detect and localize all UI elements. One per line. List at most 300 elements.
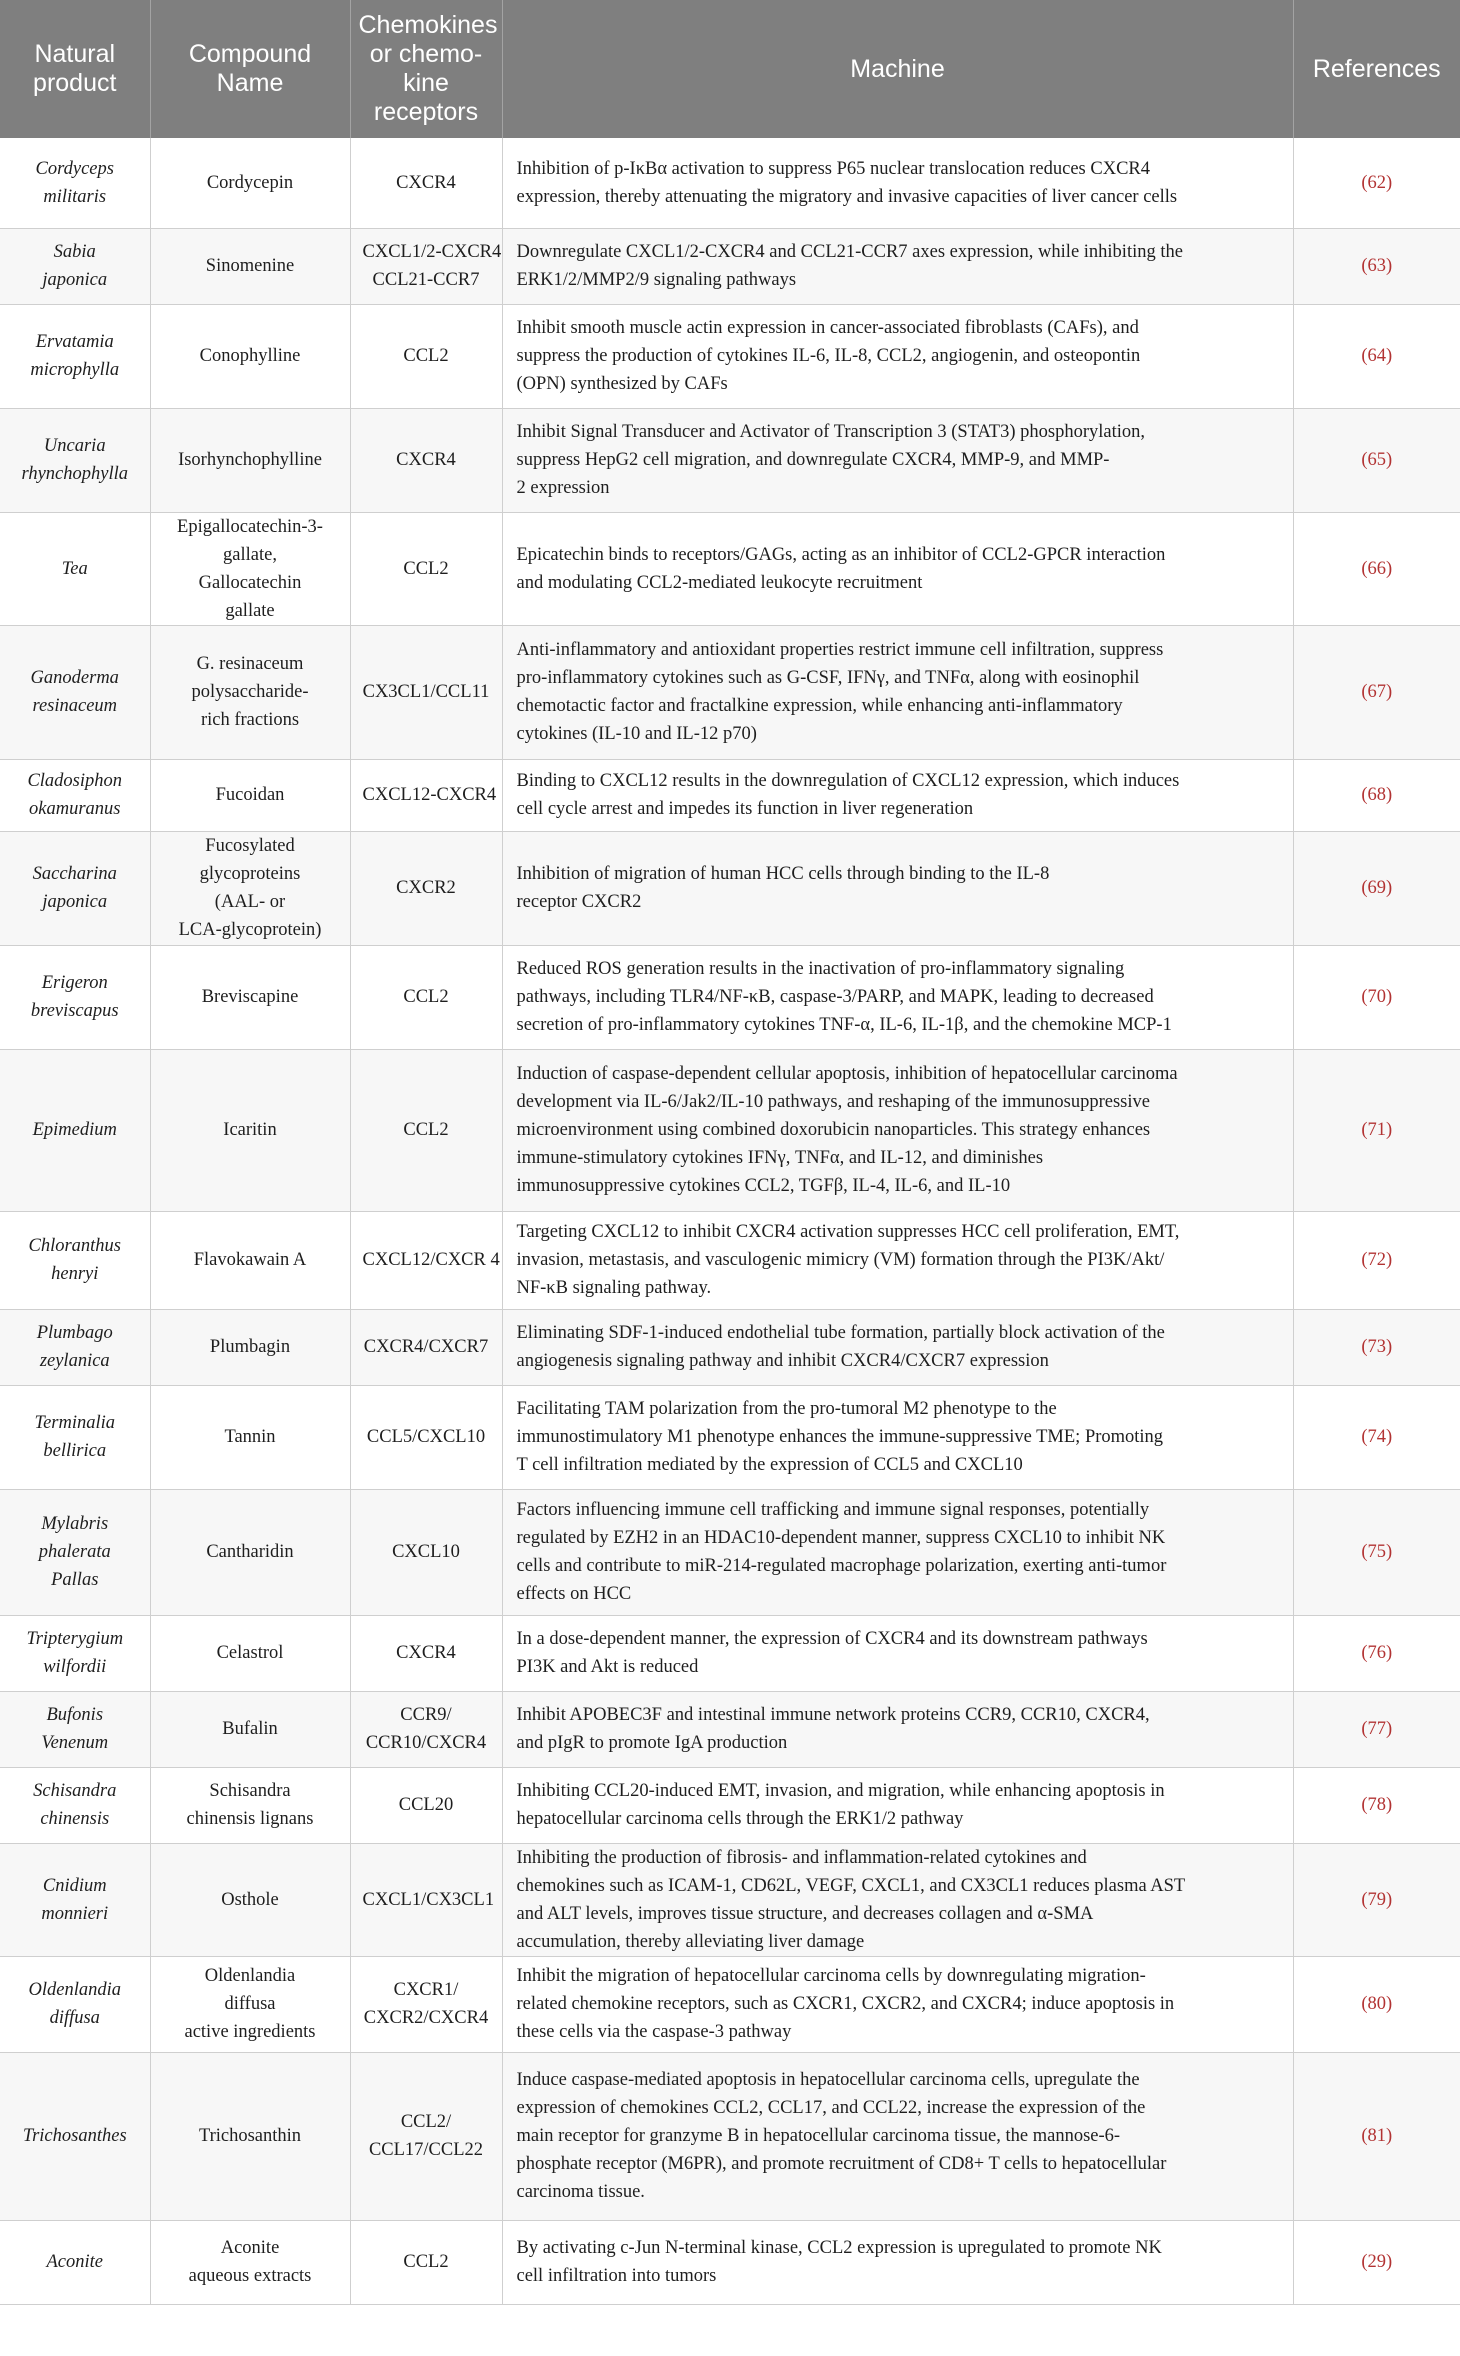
mechanism-cell <box>502 2220 1293 2304</box>
text-line: accumulation, thereby alleviating liver damage <box>516 1931 865 1952</box>
natural-product-cell <box>0 304 150 408</box>
text-line: rich fractions <box>200 710 300 730</box>
text-line: Epimedium <box>32 1120 117 1140</box>
compound-name-cell <box>150 1049 350 1211</box>
natural-product-cell <box>0 408 150 512</box>
text-line: Eliminating SDF-1-induced endothelial tube formation, partially block activation of the <box>516 1323 1165 1343</box>
natural-product-cell <box>0 1843 150 1956</box>
text-line: Schisandra <box>209 1781 291 1801</box>
text-line: CCL2 <box>403 2252 449 2272</box>
text-line: CCL2 <box>403 987 449 1007</box>
table-row <box>0 1211 1460 1309</box>
mechanism-cell <box>502 512 1293 625</box>
natural-product-cell <box>0 1489 150 1615</box>
reference-link[interactable]: (74) <box>1293 1385 1460 1489</box>
compound-name-cell <box>150 1211 350 1309</box>
text-line: Inhibit smooth muscle actin expression in cancer-associated fibroblasts (CAFs), and <box>516 318 1139 338</box>
table-row <box>0 408 1460 512</box>
text-line: Cordyceps <box>35 158 114 179</box>
text-line: LCA-glycoprotein) <box>178 920 322 940</box>
table-row <box>0 2052 1460 2220</box>
text-line: kine <box>403 69 449 97</box>
reference-link[interactable]: (67) <box>1293 625 1460 759</box>
text-line: Pallas <box>51 1570 99 1590</box>
text-line: Fucosylated <box>205 836 295 856</box>
mechanism-cell <box>502 2052 1293 2220</box>
receptors-cell <box>350 408 502 512</box>
receptors-cell <box>350 759 502 831</box>
compound-name-cell <box>150 1385 350 1489</box>
text-line: receptor CXCR2 <box>516 892 642 912</box>
text-line: Saccharina <box>32 864 117 884</box>
compound-name-cell <box>150 2052 350 2220</box>
natural-product-cell <box>0 1385 150 1489</box>
table-row <box>0 831 1460 945</box>
reference-link[interactable]: (72) <box>1293 1211 1460 1309</box>
text-line: resinaceum <box>32 696 118 716</box>
text-line: Venenum <box>41 1733 109 1753</box>
mechanism-cell <box>502 1489 1293 1615</box>
text-line: and pIgR to promote IgA production <box>516 1733 788 1753</box>
mechanism-cell <box>502 831 1293 945</box>
text-line: Inhibition of p-IκBα activation to suppress P65 nuclear translocation reduces CXCR4 <box>516 158 1151 179</box>
text-line: effects on HCC <box>516 1584 632 1604</box>
table-row <box>0 1843 1460 1956</box>
text-line: pathways, including TLR4/NF-κB, caspase-3/PARP, and MAPK, leading to decreased <box>516 987 1154 1007</box>
text-line: Oldenlandia <box>28 1980 121 2000</box>
text-line: diffusa <box>49 2008 100 2028</box>
text-line: Terminalia <box>34 1413 116 1433</box>
text-line: Gallocatechin <box>198 572 302 593</box>
text-line: PI3K and Akt is reduced <box>516 1657 699 1677</box>
text-line: Inhibit APOBEC3F and intestinal immune network proteins CCR9, CCR10, CXCR4, <box>516 1705 1150 1725</box>
text-line: Cnidium <box>42 1875 107 1896</box>
header-compound-name <box>150 0 350 138</box>
text-line: Bufonis <box>46 1705 104 1725</box>
text-line: bellirica <box>43 1441 107 1461</box>
compound-name-cell <box>150 625 350 759</box>
reference-link[interactable]: (73) <box>1293 1309 1460 1385</box>
text-line: Tea <box>61 558 88 579</box>
compound-name-cell <box>150 945 350 1049</box>
text-line: Tannin <box>224 1427 276 1447</box>
text-line: Epicatechin binds to receptors/GAGs, acting as an inhibitor of CCL2-GPCR interaction <box>516 544 1166 565</box>
natural-product-cell <box>0 1049 150 1211</box>
compound-name-cell <box>150 228 350 304</box>
text-line: microenvironment using combined doxorubicin nanoparticles. This strategy enhances <box>516 1120 1151 1140</box>
natural-product-cell <box>0 831 150 945</box>
text-line: related chemokine receptors, such as CXCR1, CXCR2, and CXCR4; induce apoptosis in <box>516 1994 1175 2014</box>
receptors-cell <box>350 1956 502 2052</box>
receptors-cell <box>350 228 502 304</box>
text-line: Sabia <box>53 242 96 262</box>
text-line: Osthole <box>221 1889 279 1910</box>
text-line: glycoproteins <box>199 864 301 884</box>
text-line: 2 expression <box>516 478 610 498</box>
reference-link[interactable]: (64) <box>1293 304 1460 408</box>
text-line: CXCR2/CXCR4 <box>363 2008 489 2028</box>
reference-link[interactable]: (29) <box>1293 2220 1460 2304</box>
text-line: Cordycepin <box>206 172 294 193</box>
text-line: Downregulate CXCL1/2-CXCR4 and CCL21-CCR7 axes expression, while inhibiting the <box>516 242 1183 262</box>
text-line: ERK1/2/MMP2/9 signaling pathways <box>516 270 797 290</box>
text-line: CCR10/CXCR4 <box>365 1733 487 1753</box>
table-row <box>0 1691 1460 1767</box>
text-line: Induce caspase-mediated apoptosis in hepatocellular carcinoma cells, upregulate the <box>516 2070 1140 2090</box>
text-line: receptors <box>373 98 479 126</box>
text-line: Aconite <box>220 2238 280 2258</box>
text-line: phalerata <box>38 1542 111 1562</box>
mechanism-cell <box>502 228 1293 304</box>
receptors-cell <box>350 304 502 408</box>
table-header-row <box>0 0 1460 138</box>
mechanism-cell <box>502 945 1293 1049</box>
natural-product-cell <box>0 2052 150 2220</box>
text-line: chinensis lignans <box>186 1809 314 1829</box>
text-line: By activating c-Jun N-terminal kinase, CCL2 expression is upregulated to promote NK <box>516 2238 1162 2258</box>
text-line: Targeting CXCL12 to inhibit CXCR4 activation suppresses HCC cell proliferation, EMT, <box>516 1222 1180 1242</box>
reference-link[interactable]: (62) <box>1293 138 1460 228</box>
text-line: immunostimulatory M1 phenotype enhances the immune-suppressive TME; Promoting <box>516 1427 1164 1447</box>
natural-product-cell <box>0 945 150 1049</box>
text-line: chinensis <box>40 1809 110 1829</box>
text-line: CXCR2 <box>396 878 456 898</box>
text-line: Compound <box>188 40 312 68</box>
text-line: Icaritin <box>223 1120 277 1140</box>
text-line: angiogenesis signaling pathway and inhibit CXCR4/CXCR7 expression <box>516 1351 1049 1371</box>
text-line: hepatocellular carcinoma cells through the ERK1/2 pathway <box>516 1809 964 1829</box>
reference-link[interactable]: (75) <box>1293 1489 1460 1615</box>
compound-name-cell <box>150 138 350 228</box>
receptors-cell <box>350 1767 502 1843</box>
table-row <box>0 1309 1460 1385</box>
reference-link[interactable]: (68) <box>1293 759 1460 831</box>
text-line: CCL17/CCL22 <box>368 2140 484 2160</box>
text-line: diffusa <box>224 1994 276 2014</box>
text-line: Ervatamia <box>35 332 114 352</box>
text-line: CCL2 <box>403 558 449 579</box>
mechanism-cell <box>502 759 1293 831</box>
text-line: gallate, <box>223 544 277 565</box>
mechanism-cell <box>502 1767 1293 1843</box>
text-line: Celastrol <box>216 1643 284 1663</box>
receptors-cell <box>350 2220 502 2304</box>
text-line: CCL2 <box>403 346 449 366</box>
reference-link[interactable]: (80) <box>1293 1956 1460 2052</box>
text-line: and modulating CCL2-mediated leukocyte recruitment <box>516 572 923 593</box>
text-line: microphylla <box>30 360 120 380</box>
text-line: Trichosanthin <box>198 2126 302 2146</box>
text-line: polysaccharide- <box>191 682 309 702</box>
text-line: cell cycle arrest and impedes its function in liver regeneration <box>516 799 974 819</box>
natural-product-cell <box>0 1615 150 1691</box>
text-line: chemotactic factor and fractalkine expression, while enhancing anti-inflammatory <box>516 696 1123 716</box>
text-line: cells and contribute to miR-214-regulated macrophage polarization, exerting anti-tumor <box>516 1556 1167 1576</box>
receptors-cell <box>350 1049 502 1211</box>
text-line: Mylabris <box>41 1514 109 1534</box>
text-line: G. resinaceum <box>196 654 304 674</box>
text-line: Tripterygium <box>26 1629 124 1649</box>
text-line: henryi <box>51 1264 99 1284</box>
text-line: chemokines such as ICAM-1, CD62L, VEGF, CXCL1, and CX3CL1 reduces plasma AST <box>516 1875 1186 1896</box>
table-row <box>0 1956 1460 2052</box>
text-line: gallate <box>225 600 275 621</box>
text-line: immunosuppressive cytokines CCL2, TGFβ, IL-4, IL-6, and IL-10 <box>516 1176 1011 1196</box>
natural-product-cell <box>0 1691 150 1767</box>
table-row <box>0 304 1460 408</box>
natural-product-cell <box>0 228 150 304</box>
receptors-cell <box>350 512 502 625</box>
text-line: Schisandra <box>33 1781 117 1801</box>
compound-name-cell <box>150 1489 350 1615</box>
reference-link[interactable]: (63) <box>1293 228 1460 304</box>
natural-product-cell <box>0 1956 150 2052</box>
receptors-cell <box>350 945 502 1049</box>
mechanism-cell <box>502 1309 1293 1385</box>
compound-name-cell <box>150 408 350 512</box>
header-mechanism <box>502 0 1293 138</box>
text-line: cytokines (IL-10 and IL-12 p70) <box>516 724 757 744</box>
header-chemokine-receptors <box>350 0 502 138</box>
text-line: Bufalin <box>222 1719 278 1739</box>
text-line: Name <box>216 69 284 97</box>
text-line: product <box>33 69 117 97</box>
text-line: Inhibiting the production of fibrosis- and inflammation-related cytokines and <box>516 1847 1087 1868</box>
reference-link[interactable]: (76) <box>1293 1615 1460 1691</box>
table-row <box>0 512 1460 625</box>
receptors-cell <box>350 1385 502 1489</box>
text-line: Ganoderma <box>30 668 119 688</box>
receptors-cell <box>350 1843 502 1956</box>
text-line: Erigeron <box>41 973 108 993</box>
text-line: okamuranus <box>29 799 121 819</box>
text-line: Sinomenine <box>205 256 295 276</box>
text-line: CXCR4 <box>396 1643 456 1663</box>
text-line: CCL2/ <box>400 2112 452 2132</box>
text-line: Facilitating TAM polarization from the pro-tumoral M2 phenotype to the <box>516 1399 1057 1419</box>
natural-product-cell <box>0 512 150 625</box>
table-row <box>0 945 1460 1049</box>
natural-product-cell <box>0 625 150 759</box>
text-line: regulated by EZH2 in an HDAC10-dependent manner, suppress CXCL10 to inhibit NK <box>516 1528 1166 1548</box>
receptors-cell <box>350 1211 502 1309</box>
natural-product-cell <box>0 2220 150 2304</box>
mechanism-cell <box>502 1843 1293 1956</box>
mechanism-cell <box>502 1211 1293 1309</box>
reference-link[interactable]: (77) <box>1293 1691 1460 1767</box>
text-line: japonica <box>42 892 108 912</box>
text-line: CXCL12-CXCR4 <box>362 785 497 805</box>
text-line: Trichosanthes <box>22 2126 127 2146</box>
text-line: Oldenlandia <box>204 1966 296 1986</box>
text-line: Inhibit Signal Transducer and Activator of Transcription 3 (STAT3) phosphorylation, <box>516 422 1146 442</box>
text-line: Chemokines <box>358 11 498 39</box>
header-natural-product <box>0 0 150 138</box>
text-line: development via IL-6/Jak2/IL-10 pathways, and reshaping of the immunosuppressive <box>516 1092 1150 1112</box>
text-line: breviscapus <box>30 1001 119 1021</box>
text-line: expression, thereby attenuating the migratory and invasive capacities of liver cancer cells <box>516 186 1178 207</box>
table-row <box>0 1767 1460 1843</box>
compound-name-cell <box>150 304 350 408</box>
receptors-cell <box>350 1309 502 1385</box>
text-line: Epigallocatechin-3- <box>177 516 323 537</box>
text-line: rhynchophylla <box>21 464 129 484</box>
compound-name-cell <box>150 759 350 831</box>
text-line: Chloranthus <box>28 1236 122 1256</box>
mechanism-cell <box>502 1956 1293 2052</box>
reference-link[interactable]: (81) <box>1293 2052 1460 2220</box>
text-line: CXCL12/CXCR 4 <box>362 1250 500 1270</box>
text-line: (OPN) synthesized by CAFs <box>516 374 728 394</box>
text-line: suppress the production of cytokines IL-6, IL-8, CCL2, angiogenin, and osteopontin <box>516 346 1141 366</box>
receptors-cell <box>350 2052 502 2220</box>
text-line: Induction of caspase-dependent cellular apoptosis, inhibition of hepatocellular carcinoma <box>516 1064 1178 1084</box>
text-line: Cantharidin <box>206 1542 294 1562</box>
reference-link[interactable]: (69) <box>1293 831 1460 945</box>
text-line: CCL2 <box>403 1120 449 1140</box>
text-line: Machine <box>850 54 945 83</box>
text-line: zeylanica <box>39 1351 110 1371</box>
text-line: Aconite <box>46 2252 103 2272</box>
mechanism-cell <box>502 625 1293 759</box>
text-line: Isorhynchophylline <box>178 450 322 470</box>
text-line: militaris <box>43 186 107 207</box>
reference-link[interactable]: (66) <box>1293 512 1460 625</box>
table-row <box>0 138 1460 228</box>
text-line: Factors influencing immune cell trafficking and immune signal responses, potentially <box>516 1500 1150 1520</box>
text-line: and ALT levels, improves tissue structure, and decreases collagen and α-SMA <box>516 1903 1094 1924</box>
reference-link[interactable]: (79) <box>1293 1843 1460 1956</box>
text-line: CX3CL1/CCL11 <box>362 682 490 702</box>
text-line: active ingredients <box>184 2022 316 2042</box>
text-line: (AAL- or <box>214 892 286 912</box>
table-row <box>0 1049 1460 1211</box>
text-line: japonica <box>42 270 108 290</box>
text-line: In a dose-dependent manner, the expression of CXCR4 and its downstream pathways <box>516 1629 1148 1649</box>
mechanism-cell <box>502 304 1293 408</box>
compound-name-cell <box>150 512 350 625</box>
receptors-cell <box>350 1489 502 1615</box>
compound-name-cell <box>150 1956 350 2052</box>
natural-product-cell <box>0 1211 150 1309</box>
text-line: Inhibition of migration of human HCC cells through binding to the IL-8 <box>516 864 1050 884</box>
natural-product-cell <box>0 759 150 831</box>
text-line: immune-stimulatory cytokines IFNγ, TNFα, and IL-12, and diminishes <box>516 1148 1044 1168</box>
mechanism-cell <box>502 1385 1293 1489</box>
table-body <box>0 138 1460 2304</box>
text-line: Inhibit the migration of hepatocellular carcinoma cells by downregulating migration- <box>516 1966 1146 1986</box>
reference-link[interactable]: (71) <box>1293 1049 1460 1211</box>
text-line: CXCR1/ <box>393 1980 459 2000</box>
mechanism-cell <box>502 1691 1293 1767</box>
text-line: CXCL10 <box>392 1542 460 1562</box>
compound-name-cell <box>150 1615 350 1691</box>
table-row <box>0 1385 1460 1489</box>
text-line: CXCL1/2-CXCR4 <box>362 242 502 262</box>
reference-link[interactable]: (78) <box>1293 1767 1460 1843</box>
text-line: cell infiltration into tumors <box>516 2266 717 2286</box>
compound-name-cell <box>150 1843 350 1956</box>
natural-product-cell <box>0 1767 150 1843</box>
text-line: References <box>1312 54 1441 83</box>
table-row <box>0 625 1460 759</box>
receptors-cell <box>350 1615 502 1691</box>
mechanism-cell <box>502 1615 1293 1691</box>
text-line: wilfordii <box>43 1657 107 1677</box>
text-line: Binding to CXCL12 results in the downregulation of CXCL12 expression, which induces <box>516 771 1180 791</box>
reference-link[interactable]: (65) <box>1293 408 1460 512</box>
text-line: these cells via the caspase-3 pathway <box>516 2022 792 2042</box>
table-row <box>0 1615 1460 1691</box>
text-line: CXCR4 <box>396 450 456 470</box>
mechanism-cell <box>502 1049 1293 1211</box>
text-line: carcinoma tissue. <box>516 2182 645 2202</box>
receptors-cell <box>350 138 502 228</box>
table-row <box>0 2220 1460 2304</box>
text-line: Inhibiting CCL20-induced EMT, invasion, and migration, while enhancing apoptosis in <box>516 1781 1165 1801</box>
mechanism-cell <box>502 408 1293 512</box>
text-line: Fucoidan <box>215 785 285 805</box>
receptors-cell <box>350 625 502 759</box>
text-line: Plumbago <box>36 1323 113 1343</box>
text-line: CCL5/CXCL10 <box>366 1427 486 1447</box>
text-line: monnieri <box>41 1903 109 1924</box>
text-line: CCL20 <box>398 1795 454 1815</box>
receptors-cell <box>350 1691 502 1767</box>
reference-link[interactable]: (70) <box>1293 945 1460 1049</box>
header-references <box>1293 0 1460 138</box>
compound-name-cell <box>150 1309 350 1385</box>
text-line: Cladosiphon <box>27 771 123 791</box>
table-row <box>0 1489 1460 1615</box>
text-line: main receptor for granzyme B in hepatocellular carcinoma tissue, the mannose-6- <box>516 2126 1121 2146</box>
text-line: phosphate receptor (M6PR), and promote recruitment of CD8+ T cells to hepatocellular <box>516 2154 1167 2174</box>
text-line: Plumbagin <box>209 1337 291 1357</box>
compound-name-cell <box>150 2220 350 2304</box>
text-line: NF-κB signaling pathway. <box>516 1278 712 1298</box>
text-line: Uncaria <box>43 436 106 456</box>
natural-product-cell <box>0 138 150 228</box>
text-line: pro-inflammatory cytokines such as G-CSF, IFNγ, and TNFα, along with eosinophil <box>516 668 1140 688</box>
compound-name-cell <box>150 1691 350 1767</box>
table-row <box>0 759 1460 831</box>
text-line: Natural <box>34 40 116 68</box>
text-line: secretion of pro-inflammatory cytokines TNF-α, IL-6, IL-1β, and the chemokine MCP-1 <box>516 1015 1172 1035</box>
text-line: Reduced ROS generation results in the inactivation of pro-inflammatory signaling <box>516 959 1125 979</box>
text-line: CXCL1/CX3CL1 <box>362 1889 495 1910</box>
text-line: CCR9/ <box>400 1705 452 1725</box>
table-row <box>0 228 1460 304</box>
compound-name-cell <box>150 831 350 945</box>
text-line: Conophylline <box>199 346 301 366</box>
text-line: CXCR4 <box>396 172 456 193</box>
receptors-cell <box>350 831 502 945</box>
text-line: CCL21-CCR7 <box>372 270 480 290</box>
compound-name-cell <box>150 1767 350 1843</box>
text-line: invasion, metastasis, and vasculogenic mimicry (VM) formation through the PI3K/Akt/ <box>516 1250 1165 1270</box>
text-line: CXCR4/CXCR7 <box>363 1337 489 1357</box>
text-line: or chemo- <box>369 40 483 68</box>
text-line: Flavokawain A <box>193 1250 307 1270</box>
text-line: suppress HepG2 cell migration, and downregulate CXCR4, MMP-9, and MMP- <box>516 450 1110 470</box>
text-line: Breviscapine <box>201 987 299 1007</box>
text-line: expression of chemokines CCL2, CCL17, and CCL22, increase the expression of the <box>516 2098 1146 2118</box>
text-line: T cell infiltration mediated by the expression of CCL5 and CXCL10 <box>516 1455 1023 1475</box>
text-line: Anti-inflammatory and antioxidant properties restrict immune cell infiltration, suppress <box>516 640 1164 660</box>
mechanism-cell <box>502 138 1293 228</box>
text-line: aqueous extracts <box>188 2266 312 2286</box>
natural-product-cell <box>0 1309 150 1385</box>
